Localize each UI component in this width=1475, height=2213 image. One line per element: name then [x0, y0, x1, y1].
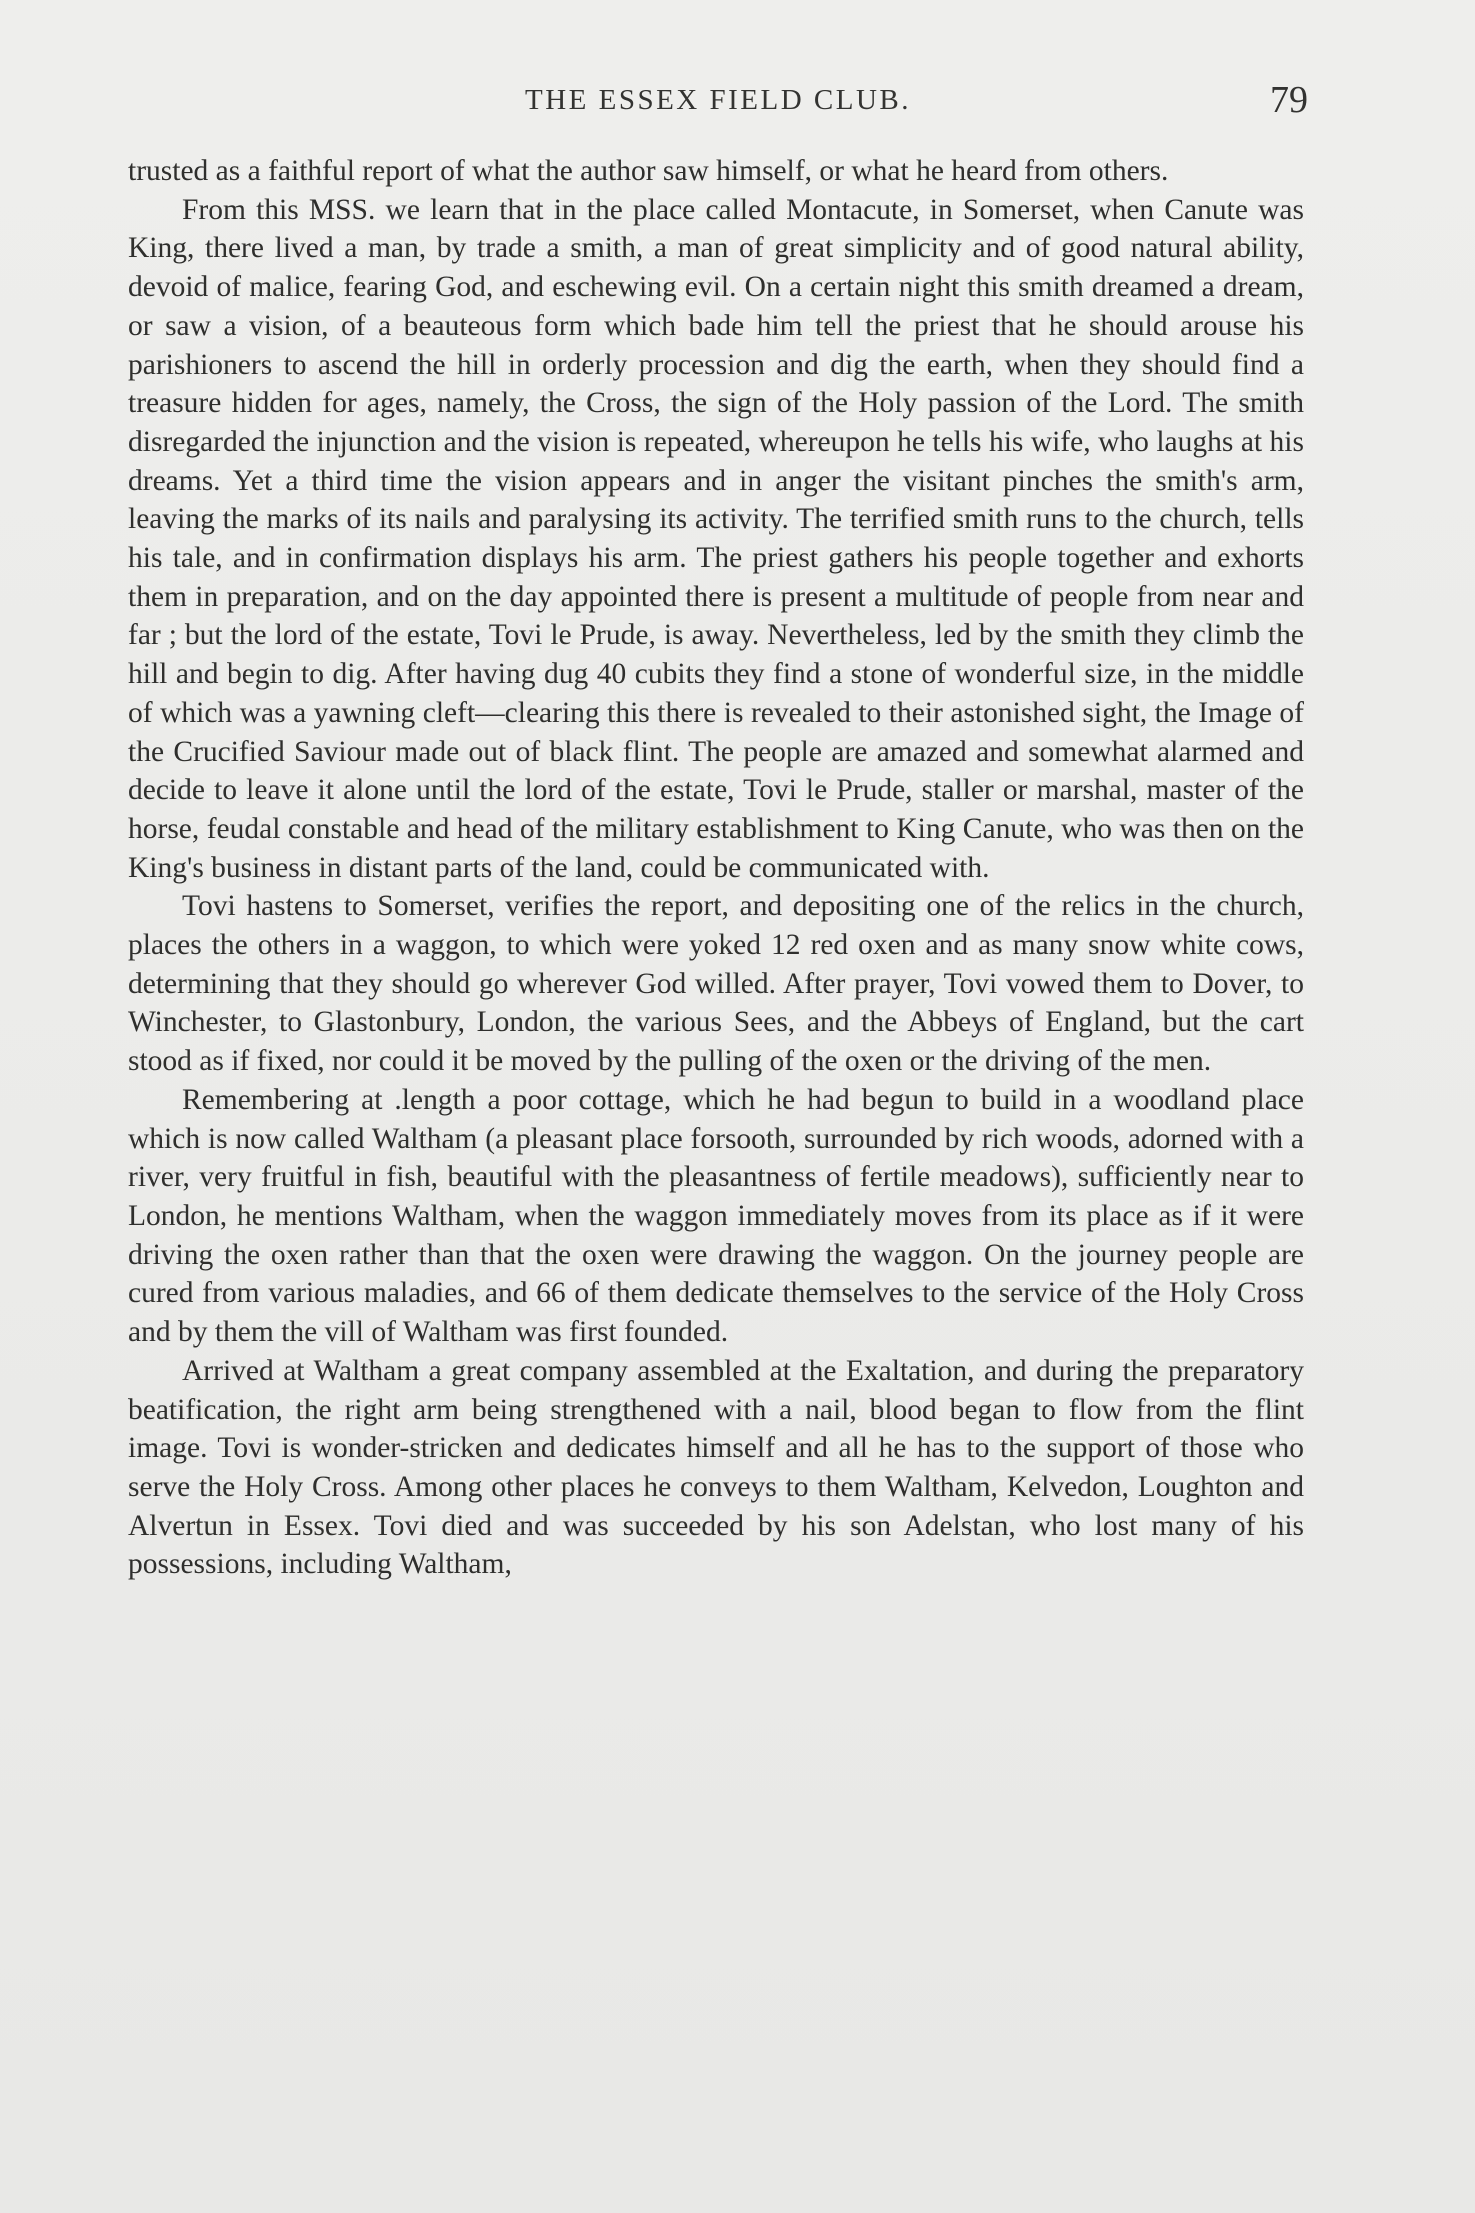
running-head — [128, 78, 1308, 128]
running-head-title: THE ESSEX FIELD CLUB. — [525, 84, 911, 116]
paragraph-tovi-waggon: Tovi hastens to Somerset, verifies the report, and depositing one of the relics in the church, places the others in a waggon, to which were yoked 12 red oxen and as many snow white cows, determining that they should go wherever God willed. After prayer, Tovi vowed them to Dover, to Winchester, to Glastonbury, London, the various Sees, and the Abbeys of England, but the cart stood as if fixed, nor could it be moved by the pulling of the oxen or the driving of the men. — [128, 890, 1304, 1078]
paragraph-continuation: trusted as a faithful report of what the author saw himself, or what he heard from others. — [128, 155, 1169, 187]
paragraph-montacute-legend: From this MSS. we learn that in the place called Montacute, in Somerset, when Canute was King, there lived a man, by trade a smith, a man of great simplicity and of good natural ability, devoid of malice, fearing God, and eschewing evil. On a certain night this smith dreamed a dream, or saw a vision, of a beauteous form which bade him tell the priest that he should arouse his parishioners to ascend the hill in orderly procession and dig the earth, when they should find a treasure hidden for ages, namely, the Cross, the sign of the Holy passion of the Lord. The smith disregarded the injunction and the vision is repeated, whereupon he tells his wife, who laughs at his dreams. Yet a third time the vision appears and in anger the visitant pinches the smith's arm, leaving the marks of its nails and paralysing its activity. The terrified smith runs to the church, tells his tale, and in confirmation displays his arm. The priest gathers his people together and exhorts them in preparation, and on the day appointed there is present a multitude of people from near and far ; but the lord of the estate, Tovi le Prude, is away. Nevertheless, led by the smith they climb the hill and begin to dig. After having dug 40 cubits they find a stone of wonderful size, in the middle of which was a yawning cleft—clearing this there is revealed to their astonished sight, the Image of the Crucified Saviour made out of black flint. The people are amazed and somewhat alarmed and decide to leave it alone until the lord of the estate, Tovi le Prude, staller or marshal, master of the horse, feudal constable and head of the military establishment to King Canute, who was then on the King's business in distant parts of the land, could be communicated with. — [128, 193, 1304, 884]
body-text — [128, 152, 1304, 1584]
paragraph-exaltation: Arrived at Waltham a great company assembled at the Exaltation, and during the preparatory beatification, the right arm being strengthened with a nail, blood began to flow from the flint image. Tovi is wonder-stricken and dedicates himself and all he has to the support of those who serve the Holy Cross. Among other places he conveys to them Waltham, Kelvedon, Loughton and Alvertun in Essex. Tovi died and was succeeded by his son Adelstan, who lost many of his possessions, including Waltham, — [128, 1354, 1304, 1581]
page-number: 79 — [1270, 79, 1308, 121]
paragraph-waltham-journey: Remembering at .length a poor cottage, which he had begun to build in a woodland place which is now called Waltham (a pleasant place forsooth, surrounded by rich woods, adorned with a river, very fruitful in fish, beautiful with the pleasantness of fertile meadows), sufficiently near to London, he mentions Waltham, when the waggon immediately moves from its place as if it were driving the oxen rather than that the oxen were drawing the waggon. On the journey people are cured from various maladies, and 66 of them dedicate themselves to the service of the Holy Cross and by them the vill of Waltham was first founded. — [128, 1083, 1304, 1349]
